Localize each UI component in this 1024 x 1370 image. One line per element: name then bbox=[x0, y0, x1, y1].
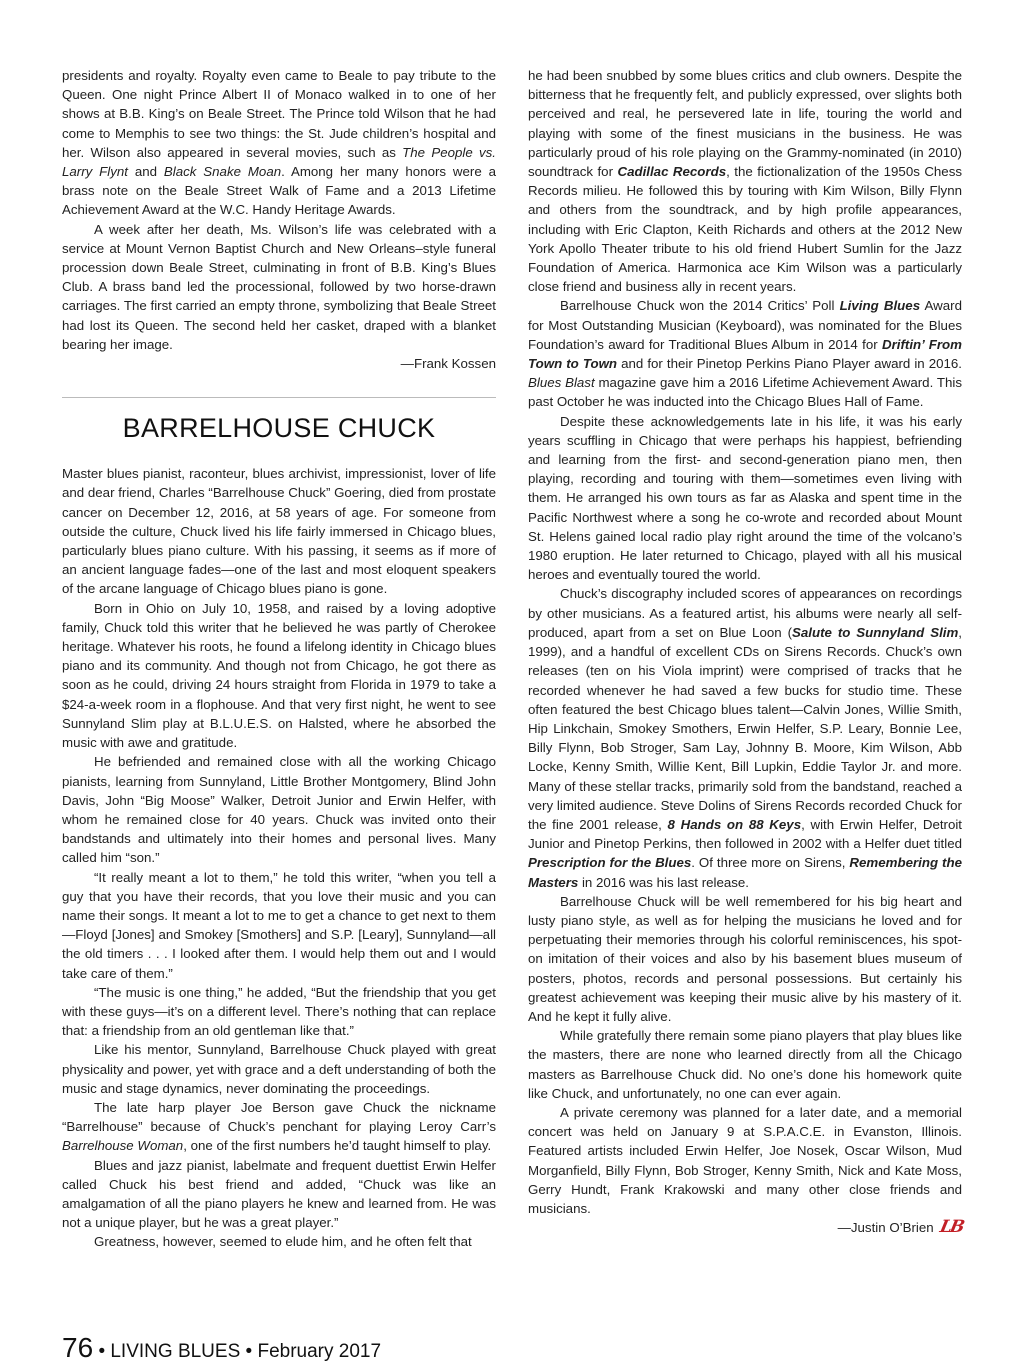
paragraph: The late harp player Joe Berson gave Chuck the nickname “Barrelhouse” because of Chuck’s penchant for playing Leroy Carr’s Barrelhouse Woman, one of the first numbers he’d taught himself to play. bbox=[62, 1099, 496, 1154]
paragraph: “The music is one thing,” he added, “But the friendship that you get with these guys—it’s on a different level. There’s nothing that can replace that: a friendship from an old gentleman like that.” bbox=[62, 984, 496, 1039]
paragraph: “It really meant a lot to them,” he told this writer, “when you tell a guy that you have their records, that you love their music and you can name their songs. It meant a lot to me to get a chance to get next to them—Floyd [Jones] and Smokey [Smothers] and S.P. [Leary], Sunnyland—all the old timers . . . I looked after them. I would help them out and I would take care of them.” bbox=[62, 869, 496, 981]
byline-justin-obrien: —Justin O’Brien LB bbox=[837, 1217, 965, 1238]
living-blues-logo-icon: LB bbox=[937, 1217, 965, 1238]
paragraph: Blues and jazz pianist, labelmate and frequent duettist Erwin Helfer called Chuck his best friend and added, “Chuck was like an amalgamation of all the piano players he knew and learned from. He was not a unique player, but he was a great player.” bbox=[62, 1157, 496, 1231]
paragraph: He befriended and remained close with all the working Chicago pianists, learning from Sunnyland, Little Brother Montgomery, Blind John Davis, John “Big Moose” Walker, Detroit Junior and Erwin Helfer, with whom he remained close for 40 years. Chuck was invited onto their bandstands and ultimately into their homes and personal lives. Many called him “son.” bbox=[62, 754, 496, 866]
film-title: The People vs. Larry Flynt bbox=[62, 144, 496, 180]
paragraph: Barrelhouse Chuck won the 2014 Critics’ Poll Living Blues Award for Most Outstanding Musician (Keyboard), was nominated for the Blues Foundation’s award for Traditional Blues Album in 2014 for Driftin’ From Town to Town and for their Pinetop Perkins Piano Player award in 2016. Blues Blast magazine gave him a 2016 Lifetime Achievement Award. This past October he was inducted into the Chicago Blues Hall of Fame. bbox=[528, 298, 962, 410]
film-title: Black Snake Moan bbox=[163, 164, 282, 180]
album-title: Remembering the Masters bbox=[528, 855, 962, 890]
section-divider bbox=[62, 397, 496, 398]
magazine-name: • LIVING BLUES • bbox=[98, 1341, 253, 1362]
issue-date: February 2017 bbox=[257, 1341, 382, 1362]
byline-frank-kossen: —Frank Kossen bbox=[400, 356, 496, 372]
song-title: Barrelhouse Woman bbox=[62, 1138, 184, 1154]
album-title: 8 Hands on 88 Keys bbox=[667, 816, 802, 832]
paragraph: A private ceremony was planned for a later date, and a memorial concert was held on January 9 at S.P.A.C.E. in Evanston, Illinois. Featured artists included Erwin Helfer, Joe Nosek, Oscar Wilson, Mud Morganfield, Billy Flynn, Bob Stroger, Kenny Smith, Nick and Kate Moss, Gerry Hundt, Frank Krakowski and many other close friends and musicians. bbox=[528, 1104, 962, 1216]
album-title: Salute to Sunnyland Slim bbox=[792, 624, 959, 640]
album-title: Driftin’ From Town to Town bbox=[528, 336, 962, 372]
paragraph: A week after her death, Ms. Wilson’s life was celebrated with a service at Mount Vernon Baptist Church and New Orleans–style funeral procession down Beale Street, culminating in front of B.B. King’s Blues Club. A brass band led the processional, followed by two horse-drawn carriages. The first carried an empty throne, symbolizing that Beale Street had lost its Queen. The second held her casket, draped with a blanket bearing her image. bbox=[62, 221, 496, 352]
paragraph: Master blues pianist, raconteur, blues archivist, impressionist, lover of life and dear friend, Charles “Barrelhouse Chuck” Goering, died from prostate cancer on December 12, 2016, at 58 years of age. For someone from outside the culture, Chuck lived his life fairly immersed in Chicago blues, particularly blues piano culture. With his passing, it seems as if more of an ancient language fades—one of the last and most eloquent speakers of the arcane language of Chicago blues piano is gone. bbox=[62, 466, 496, 597]
paragraph: Greatness, however, seemed to elude him, and he often felt that bbox=[94, 1234, 472, 1250]
paragraph: Chuck’s discography included scores of appearances on recordings by other musicians. As a featured artist, his albums were nearly all self-produced, apart from a set on Blue Loon (Salute to Sunnyland Slim, 1999), and a handful of excellent CDs on Sirens Records. Chuck’s own releases (ten on his Viola imprint) were comprised of tracks that he recorded whenever he had saved a few bucks for studio time. These often featured the best Chicago blues talent—Calvin Jones, Willie Smith, Hip Linkchain, Smokey Smothers, Erwin Helfer, S.P. Leary, Bonnie Lee, Billy Flynn, Bob Stroger, Sam Lay, Johnny B. Moore, Kim Wilson, Abb Locke, Kenny Smith, Willie Kent, Bill Lupkin, Eddie Taylor Jr. and more. Many of these stellar tracks, primarily sold from the bandstand, reached a very limited audience. Steve Dolins of Sirens Records recorded Chuck for the fine 2001 release, 8 Hands on 88 Keys, with Erwin Helfer, Detroit Junior and Pinetop Perkins, then followed in 2002 with a Helfer duet titled Prescription for the Blues. Of three more on Sirens, Remembering the Masters in 2016 was his last release. bbox=[528, 586, 963, 890]
left-column bbox=[62, 66, 496, 1252]
paragraph: While gratefully there remain some piano players that play blues like the masters, there are none who learned directly from all the Chicago masters as Barrelhouse Chuck did. No one’s done his homework quite like Chuck, and unfortunately, no one can ever again. bbox=[528, 1028, 962, 1101]
paragraph: he had been snubbed by some blues critics and club owners. Despite the bitterness that he frequently felt, and publicly expressed, over slights both perceived and real, he persevered late in life, touring the world and playing with some of the finest musicians in the business. He was particularly proud of his role playing on the Grammy-nominated (in 2010) soundtrack for Cadillac Records, the fictionalization of the 1950s Chess Records milieu. He followed this by touring with Kim Wilson, Billy Flynn and others from the soundtrack, and by high profile appearances, including with Eric Clapton, Keith Richards and others at the 2012 New York Apollo Theater tribute to his old friend Hubert Sumlin for the Jazz Foundation of America. Harmonica ace Kim Wilson was a particularly close friend and business ally in recent years. bbox=[528, 68, 963, 295]
magazine-title: Living Blues bbox=[839, 298, 921, 314]
album-title: Cadillac Records bbox=[617, 164, 727, 180]
right-column bbox=[528, 66, 965, 1238]
page-footer bbox=[62, 1332, 381, 1364]
magazine-title: Blues Blast bbox=[528, 375, 595, 391]
paragraph: Despite these acknowledgements late in his life, it was his early years scuffling in Chicago that were perhaps his happiest, befriending and learning from the first- and second-generation piano men, then playing, recording and touring with them—sometimes even living with them. He arranged his own tours as far as Alaska and spent time in the Pacific Northwest where a song he co-wrote and recorded about Mount St. Helens gained local radio play right around the time of the volcano’s 1980 eruption. He later returned to Chicago, played with all his musical heroes and eventually toured the world. bbox=[528, 413, 962, 583]
paragraph: Born in Ohio on July 10, 1958, and raised by a loving adoptive family, Chuck told this writer that he believed he was partly of Cherokee heritage. Whatever his roots, he found a lifelong identity in Chicago blues piano and its community. And though not from Chicago, he got there as soon as he could, driving 24 hours straight from Florida in 1979 to take a $24-a-week room in a flophouse. And that very first night, he went to see Sunnyland Slim play at B.L.U.E.S. on Halsted, where he absorbed the music with awe and gratitude. bbox=[62, 600, 496, 751]
article-heading: BARRELHOUSE CHUCK bbox=[122, 413, 436, 444]
paragraph: Barrelhouse Chuck will be well remembered for his big heart and lusty piano style, as well as for helping the musicians he loved and for perpetuating their memories through his colorful reminiscences, his spot-on imitation of their voices and also by his basement blues museum of posters, photos, records and personal possessions. But certainly his greatest achievement was keeping their music alive by his mastery of it. And he kept it fully alive. bbox=[528, 893, 962, 1024]
album-title: Prescription for the Blues bbox=[528, 855, 692, 871]
paragraph: Like his mentor, Sunnyland, Barrelhouse Chuck played with great physicality and power, yet with grace and a deft understanding of both the music and stage dynamics, never dominating the proceedings. bbox=[62, 1042, 496, 1096]
page-number: 76 bbox=[62, 1332, 94, 1363]
paragraph: presidents and royalty. Royalty even came to Beale to pay tribute to the Queen. One night Prince Albert II of Monaco walked in to one of her shows at B.B. King’s on Beale Street. The Prince told Wilson that he had come to Memphis to see two things: the St. Jude children’s hospital and her. Wilson also appeared in several movies, such as The People vs. Larry Flynt and Black Snake Moan. Among her many honors were a brass note on the Beale Street Walk of Fame and a 2013 Lifetime Achievement Award at the W.C. Handy Heritage Awards. bbox=[62, 68, 497, 218]
